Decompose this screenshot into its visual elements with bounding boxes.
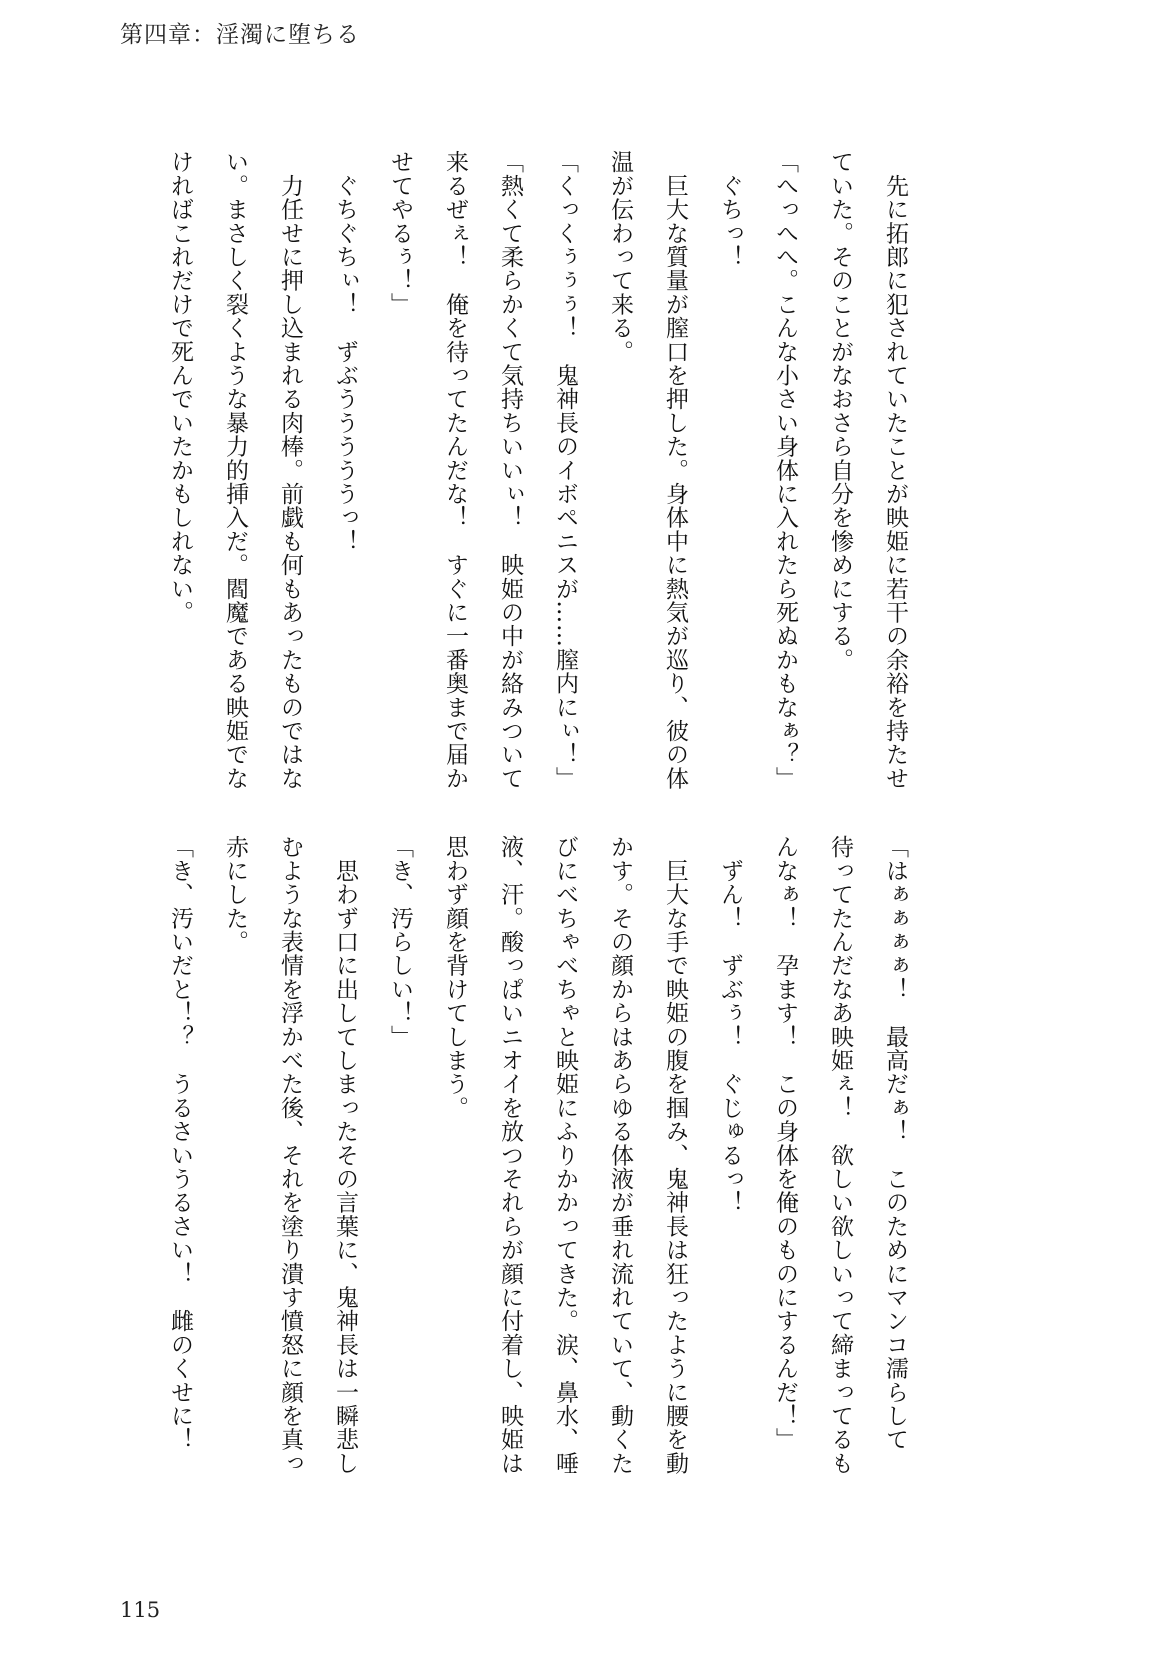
text-line: 先に拓郎に犯されていたことが映姫に若干の余裕を持たせ <box>882 150 908 790</box>
text-line: びにべちゃべちゃと映姫にふりかかってきた。涙、鼻水、唾 <box>552 835 578 1475</box>
text-line: 巨大な質量が膣口を押した。身体中に熱気が巡り、彼の体 <box>662 150 688 790</box>
text-line: んなぁ！ 孕ます！ この身体を俺のものにするんだ！」 <box>772 835 798 1452</box>
text-line: 待ってたんだなあ映姫ぇ！ 欲しい欲しいって締まってるも <box>827 835 853 1475</box>
text-line: 「き、汚いだと！？ うるさいうるさい！ 雌のくせに！ <box>167 835 193 1452</box>
text-line: ぐちっ！ <box>717 150 743 269</box>
text-line: せてやるぅ！」 <box>387 150 413 316</box>
text-line: 力任せに押し込まれる肉棒。前戯も何もあったものではな <box>277 150 303 790</box>
text-line: 「熱くて柔らかくて気持ちいいぃ！ 映姫の中が絡みついて <box>497 150 523 790</box>
text-line: 「はぁぁぁぁ！ 最高だぁ！ このためにマンコ濡らして <box>882 835 908 1452</box>
text-line: 液、汗。酸っぱいニオイを放つそれらが顔に付着し、映姫は <box>497 835 523 1475</box>
text-line: 温が伝わって来る。 <box>607 150 633 364</box>
page-number: 115 <box>120 1598 161 1622</box>
text-line: 思わず顔を背けてしまう。 <box>442 835 468 1120</box>
text-line: ければこれだけで死んでいたかもしれない。 <box>167 150 193 624</box>
text-line: い。まさしく裂くような暴力的挿入だ。閻魔である映姫でな <box>222 150 248 790</box>
text-line: 来るぜぇ！ 俺を待ってたんだな！ すぐに一番奥まで届か <box>442 150 468 790</box>
text-line: ぐちぐちぃ！ ずぶうううううっ！ <box>332 150 358 553</box>
text-line: 「くっくぅぅぅ！ 鬼神長のイボペニスが……膣内にぃ！」 <box>552 150 578 790</box>
text-line: かす。その顔からはあらゆる体液が垂れ流れていて、動くた <box>607 835 633 1475</box>
text-block-upper <box>142 150 922 815</box>
text-line: むような表情を浮かべた後、それを塗り潰す憤怒に顔を真っ <box>277 835 303 1475</box>
chapter-title: 第四章：淫濁に堕ちる <box>120 22 360 48</box>
text-line: ていた。そのことがなおさら自分を惨めにする。 <box>827 150 853 672</box>
text-line: 「へっへへ。こんな小さい身体に入れたら死ぬかもなぁ？」 <box>772 150 798 790</box>
text-line: 「き、汚らしい！」 <box>387 835 413 1049</box>
text-block-lower <box>142 835 922 1500</box>
text-line: ずん！ ずぶぅ！ ぐじゅるっ！ <box>717 835 743 1215</box>
text-line: 思わず口に出してしまったその言葉に、鬼神長は一瞬悲し <box>332 835 358 1475</box>
text-line: 巨大な手で映姫の腹を掴み、鬼神長は狂ったように腰を動 <box>662 835 688 1475</box>
text-line: 赤にした。 <box>222 835 248 954</box>
